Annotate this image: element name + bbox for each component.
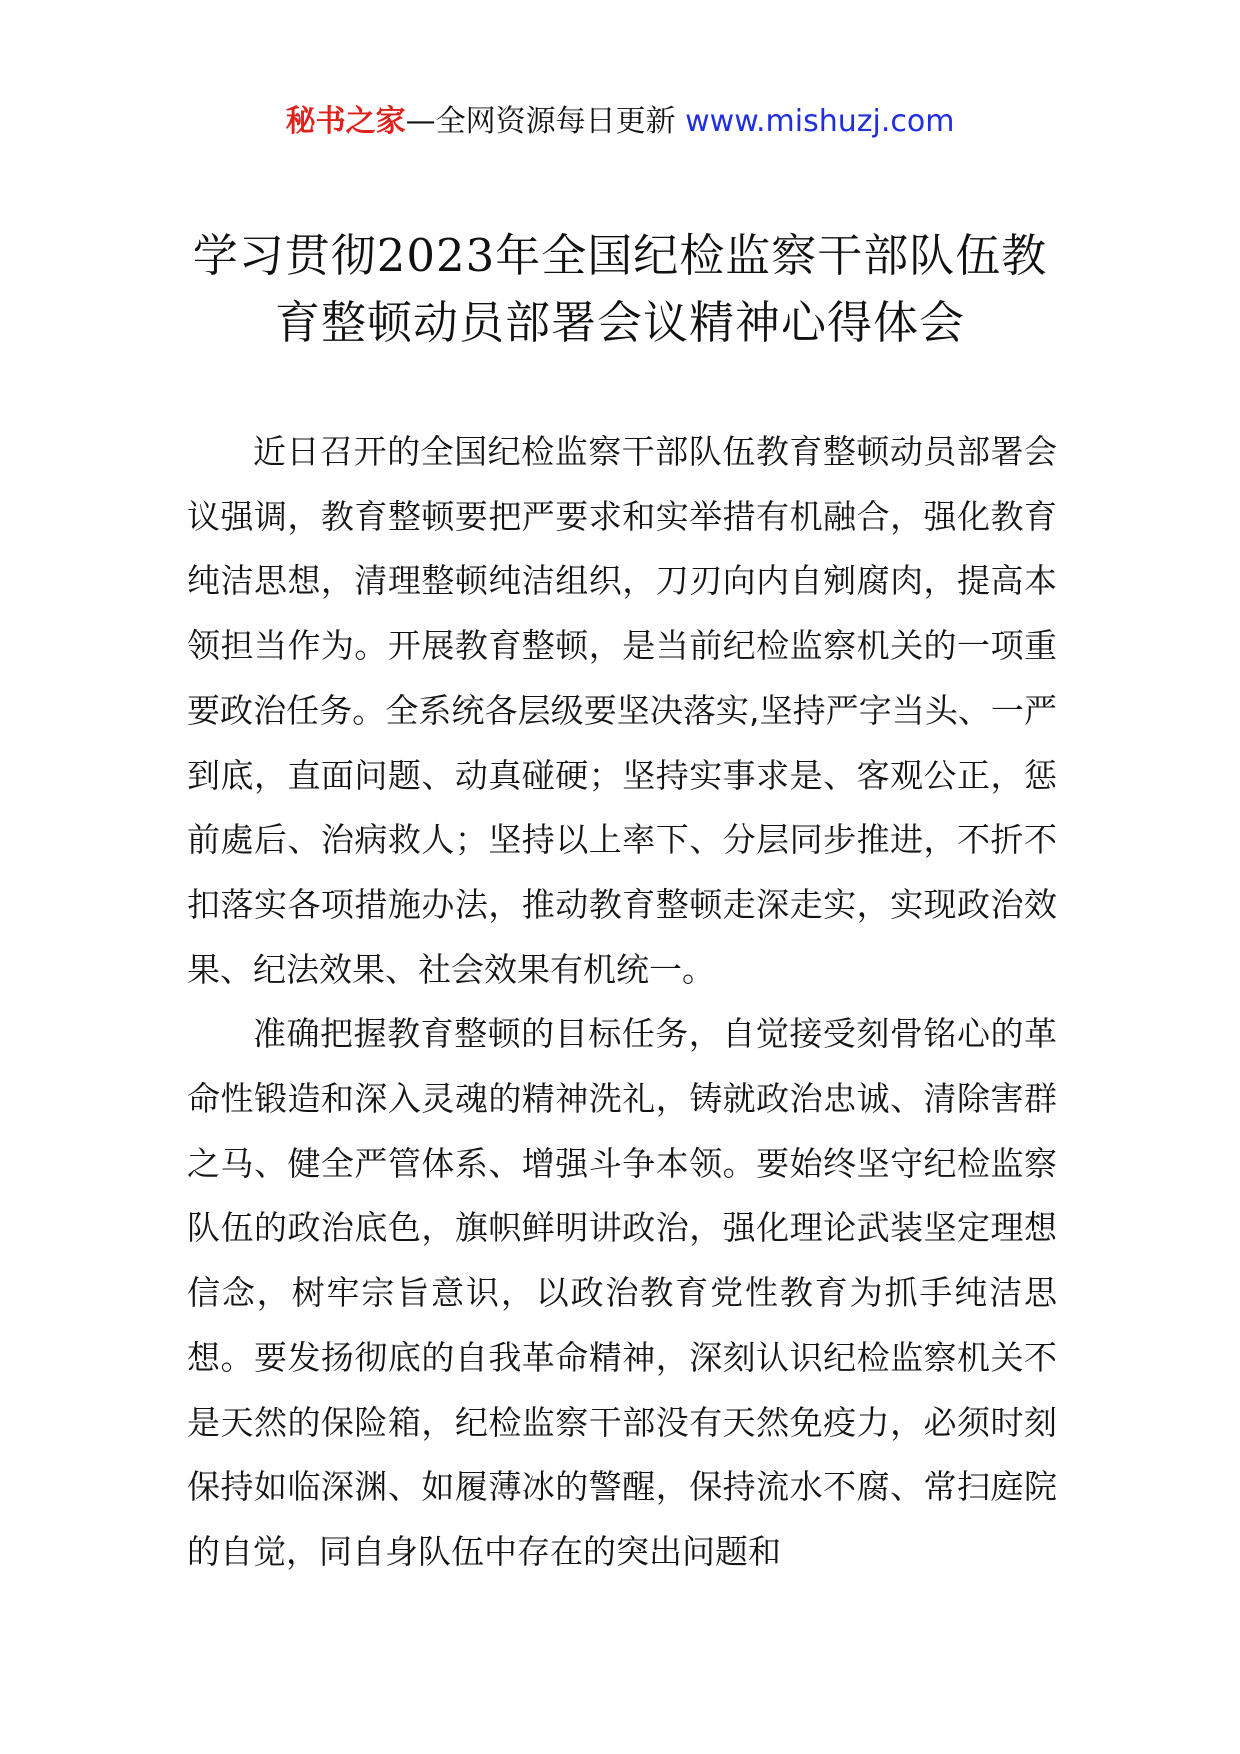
brand-name: 秘书之家 bbox=[285, 104, 406, 139]
document-title bbox=[150, 222, 1090, 356]
document-body bbox=[187, 420, 1057, 1585]
paragraph: 准确把握教育整顿的目标任务，自觉接受刻骨铭心的革命性锻造和深入灵魂的精神洗礼，铸就政治忠诚、清除害群之马、健全严管体系、增强斗争本领。要始终坚守纪检监察队伍的政治底色，旗帜鲜明讲政治，强化理论武装坚定理想信念，树牢宗旨意识，以政治教育党性教育为抓手纯洁思想。要发扬彻底的自我革命精神，深刻认识纪检监察机关不是天然的保险箱，纪检监察干部没有天然免疫力，必须时刻保持如临深渊、如履薄冰的警醒，保持流水不腐、常扫庭院的自觉，同自身队伍中存在的突出问题和 bbox=[187, 1014, 1057, 1571]
title-line-1: 学习贯彻2023年全国纪检监察干部队伍教 bbox=[192, 229, 1048, 282]
title-line-2: 育整顿动员部署会议精神心得体会 bbox=[274, 296, 965, 349]
site-header bbox=[0, 100, 1240, 144]
paragraph: 近日召开的全国纪检监察干部队伍教育整顿动员部署会议强调，教育整顿要把严要求和实举措有机融合，强化教育纯洁思想，清理整顿纯洁组织，刀刃向内自剜腐肉，提高本领担当作为。开展教育整顿，是当前纪检监察机关的一项重要政治任务。全系统各层级要坚决落实,坚持严字当头、一严到底，直面问题、动真碰硬；坚持实事求是、客观公正，惩前處后、治病救人；坚持以上率下、分层同步推进，不折不扣落实各项措施办法，推动教育整顿走深走实，实现政治效果、纪法效果、社会效果有机统一。 bbox=[187, 432, 1057, 989]
site-url-link[interactable]: www.mishuzj.com bbox=[685, 104, 955, 139]
header-slogan: —全网资源每日更新 bbox=[405, 104, 676, 139]
